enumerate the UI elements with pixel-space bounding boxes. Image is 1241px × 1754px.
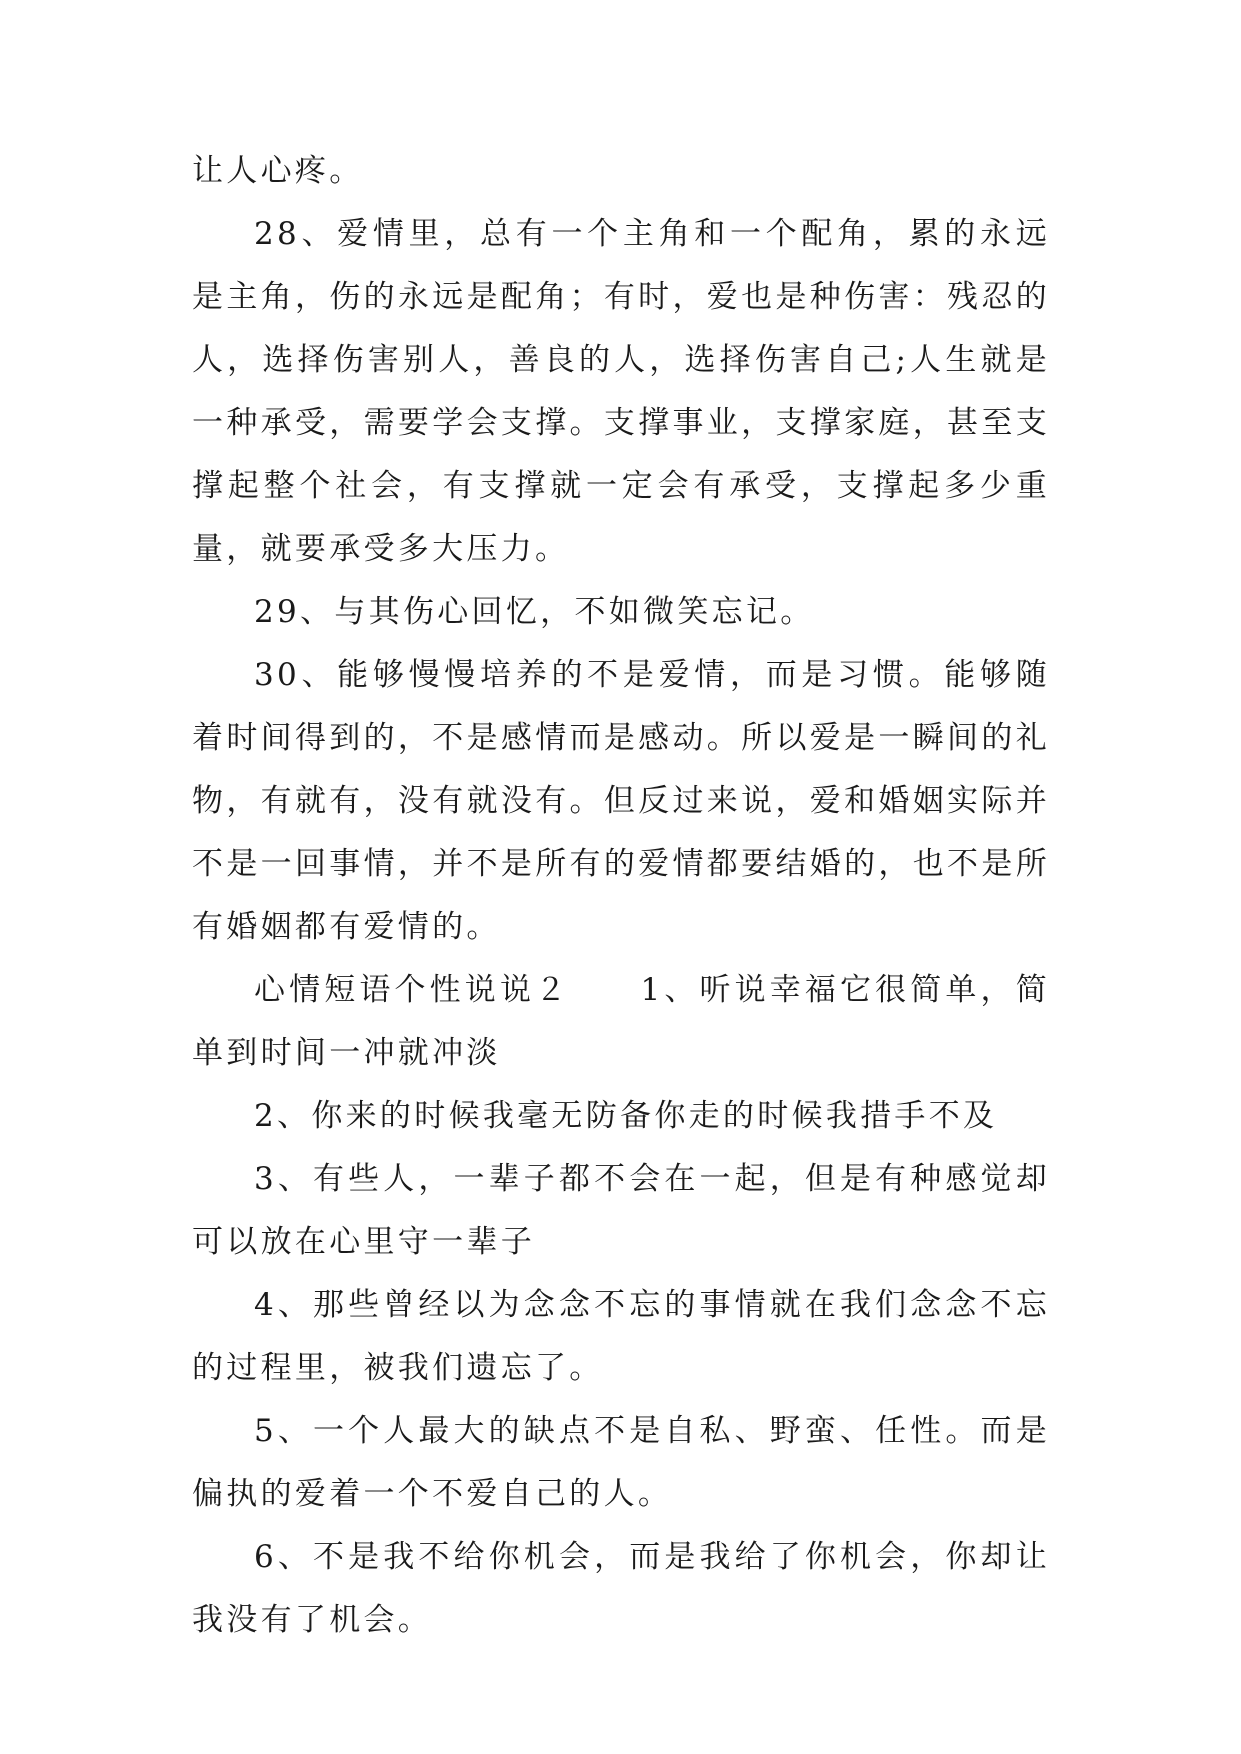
paragraph-item-2: 2、你来的时候我毫无防备你走的时候我措手不及 [254, 1098, 998, 1134]
paragraph-item-28: 28、爱情里，总有一个主角和一个配角，累的永远是主角，伤的永远是配角；有时，爱也是种伤害：残忍的人，选择伤害别人，善良的人，选择伤害自己;人生就是一种承受，需要学会支撑。支撑事业，支撑家庭，甚至支撑起整个社会，有支撑就一定会有承受，支撑起多少重量，就要承受多大压力。 [192, 216, 1050, 567]
paragraph-item-4: 4、那些曾经以为念念不忘的事情就在我们念念不忘的过程里，被我们遗忘了。 [192, 1287, 1050, 1386]
paragraph-item-29: 29、与其伤心回忆，不如微笑忘记。 [254, 594, 815, 630]
section-heading-paragraph: 心情短语个性说说２ 1、听说幸福它很简单，简单到时间一冲就冲淡 [192, 972, 1050, 1071]
document-body [192, 140, 1050, 1652]
paragraph-item-30: 30、能够慢慢培养的不是爱情，而是习惯。能够随着时间得到的，不是感情而是感动。所以爱是一瞬间的礼物，有就有，没有就没有。但反过来说，爱和婚姻实际并不是一回事情，并不是所有的爱情都要结婚的，也不是所有婚姻都有爱情的。 [192, 657, 1050, 945]
paragraph-item-5: 5、一个人最大的缺点不是自私、野蛮、任性。而是偏执的爱着一个不爱自己的人。 [192, 1413, 1050, 1512]
paragraph-continuation: 让人心疼。 [192, 153, 364, 189]
paragraph-item-6: 6、不是我不给你机会，而是我给了你机会，你却让我没有了机会。 [192, 1539, 1050, 1638]
paragraph-item-3: 3、有些人，一辈子都不会在一起，但是有种感觉却可以放在心里守一辈子 [192, 1161, 1050, 1260]
